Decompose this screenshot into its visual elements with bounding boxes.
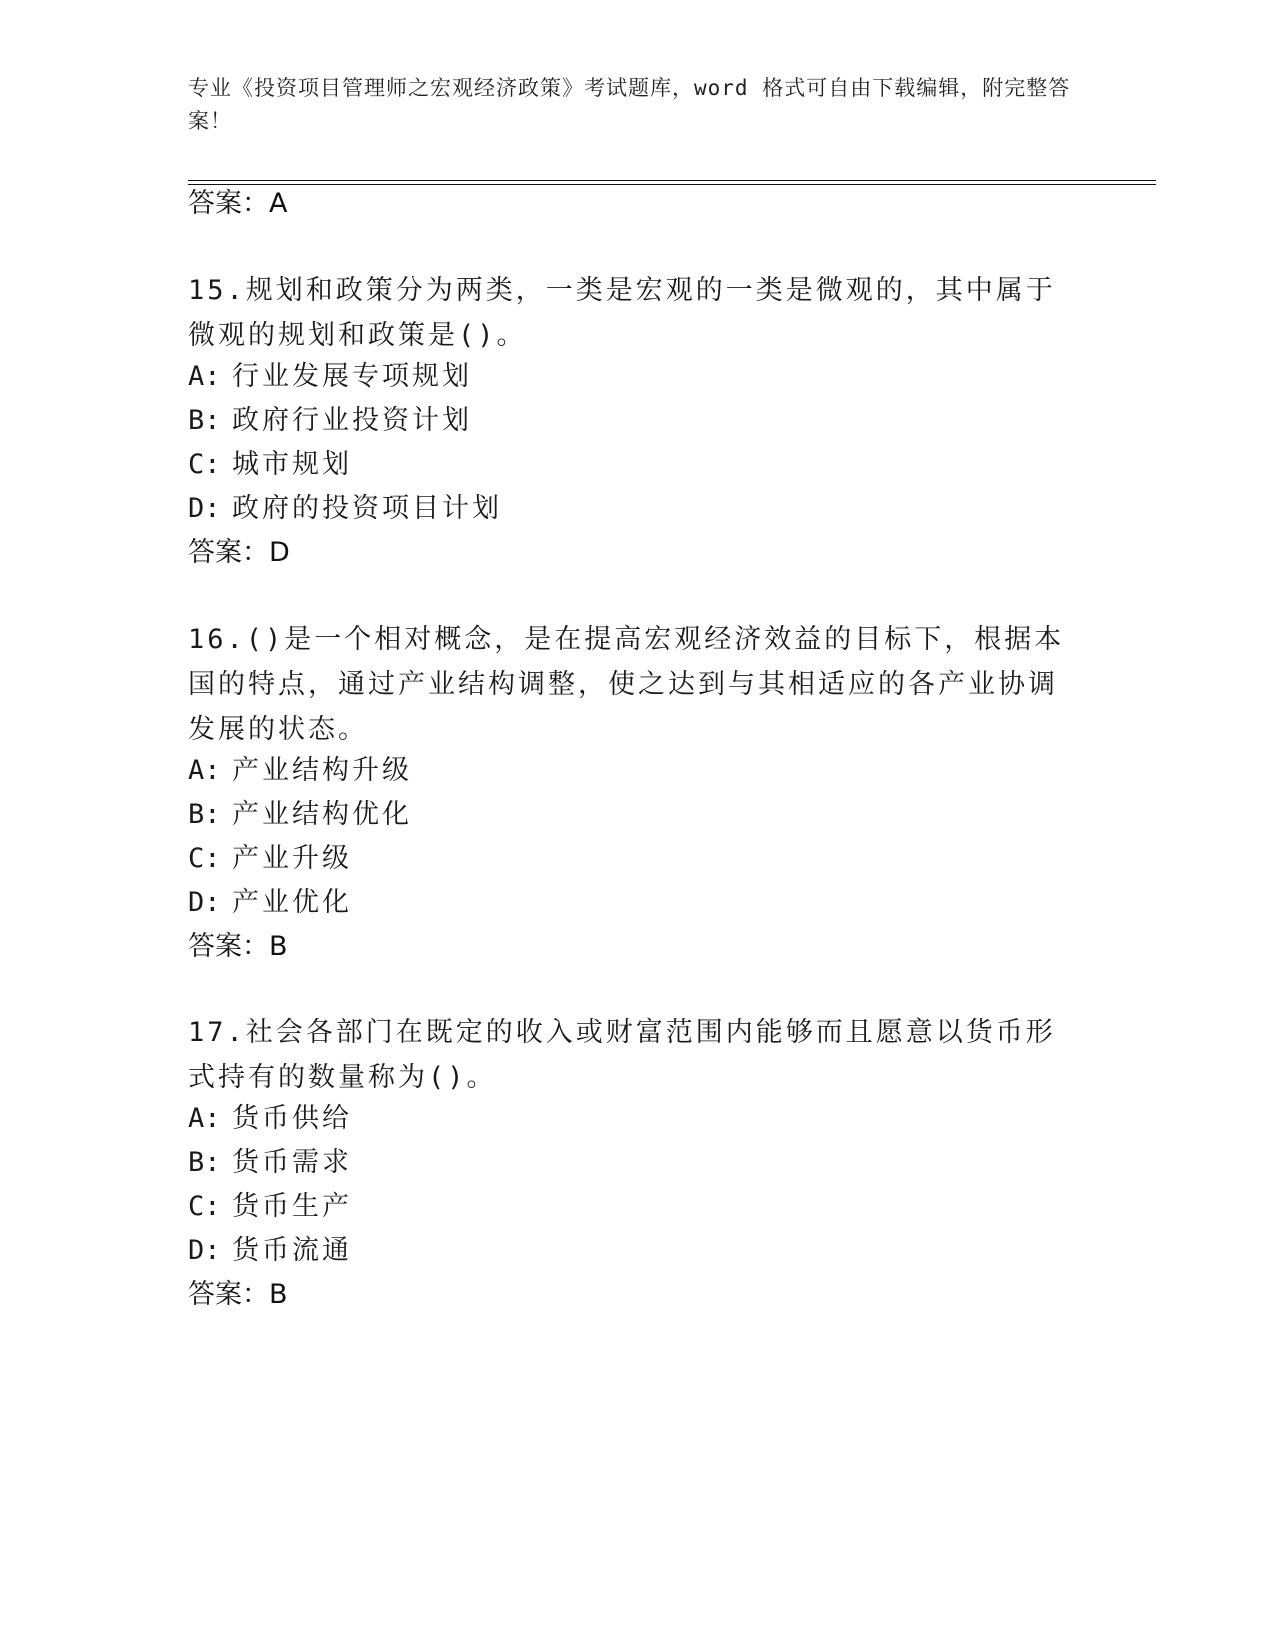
question-17-option-d — [188, 1234, 352, 1268]
question-15-option-b — [188, 404, 472, 438]
option-label: C: — [188, 1191, 221, 1222]
option-text: 货币生产 — [232, 1191, 352, 1222]
question-16-answer: 答案：B — [188, 931, 288, 962]
option-text: 产业升级 — [232, 843, 352, 874]
option-label: A: — [188, 755, 221, 786]
question-15-option-a — [188, 360, 472, 394]
question-17-answer: 答案：B — [188, 1279, 288, 1310]
option-label: B: — [188, 799, 221, 830]
option-text: 行业发展专项规划 — [232, 361, 472, 392]
question-16-text: 16.()是一个相对概念，是在提高宏观经济效益的目标下，根据本国的特点，通过产业结构调整，使之达到与其相适应的各产业协调发展的状态。 — [188, 624, 1065, 745]
option-text: 货币供给 — [232, 1103, 352, 1134]
question-16-option-b — [188, 798, 412, 832]
question-15-option-c — [188, 448, 352, 482]
question-16-option-a — [188, 754, 412, 788]
option-text: 产业优化 — [232, 887, 352, 918]
option-label: D: — [188, 493, 221, 524]
header-rule-top — [188, 180, 1156, 181]
header-rule-bottom — [188, 184, 1156, 185]
question-17-text: 17.社会各部门在既定的收入或财富范围内能够而且愿意以货币形式持有的数量称为()。 — [188, 1017, 1056, 1093]
question-17-option-a — [188, 1102, 352, 1136]
question-15-text: 15.规划和政策分为两类，一类是宏观的一类是微观的，其中属于微观的规划和政策是()。 — [188, 275, 1056, 351]
option-label: B: — [188, 405, 221, 436]
option-label: D: — [188, 1235, 221, 1266]
document-header: 专业《投资项目管理师之宏观经济政策》考试题库，word 格式可自由下载编辑，附完整答案！ — [188, 76, 1071, 133]
option-text: 产业结构升级 — [232, 755, 412, 786]
option-label: C: — [188, 449, 221, 480]
option-label: A: — [188, 1103, 221, 1134]
option-label: C: — [188, 843, 221, 874]
option-text: 产业结构优化 — [232, 799, 412, 830]
question-15-answer: 答案：D — [188, 537, 290, 568]
option-text: 政府行业投资计划 — [232, 405, 472, 436]
question-16-option-c — [188, 842, 352, 876]
question-16-option-d — [188, 886, 352, 920]
option-label: D: — [188, 887, 221, 918]
option-label: B: — [188, 1147, 221, 1178]
option-label: A: — [188, 361, 221, 392]
question-17-option-c — [188, 1190, 352, 1224]
option-text: 政府的投资项目计划 — [232, 493, 502, 524]
answer-previous: 答案：A — [188, 188, 288, 219]
option-text: 货币需求 — [232, 1147, 352, 1178]
question-17-option-b — [188, 1146, 352, 1180]
question-15-option-d — [188, 492, 502, 526]
option-text: 城市规划 — [232, 449, 352, 480]
option-text: 货币流通 — [232, 1235, 352, 1266]
